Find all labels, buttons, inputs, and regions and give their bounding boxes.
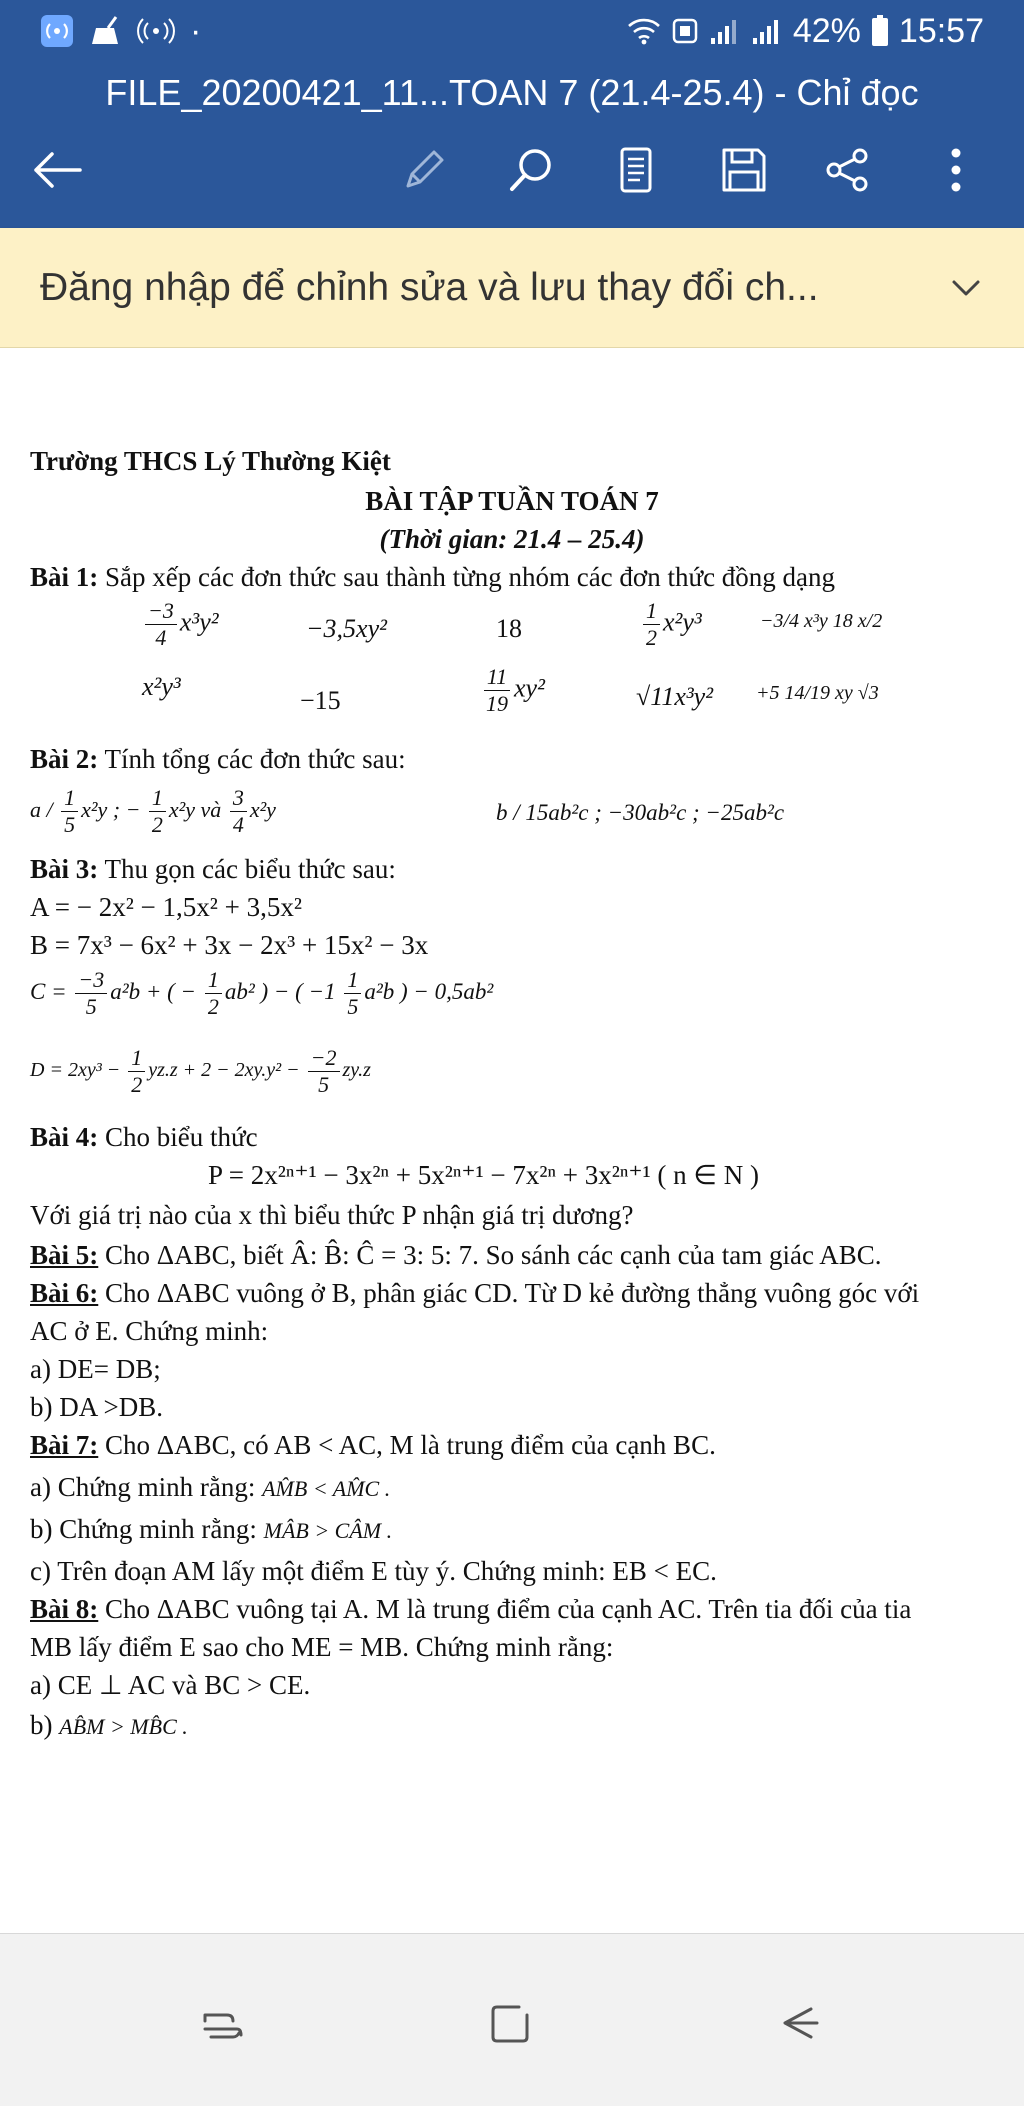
exercise-2-text: Tính tổng các đơn thức sau: — [104, 744, 406, 774]
monomial-1: $\frac{-3}{4}$ x³y² — [142, 600, 219, 649]
document-view-icon — [616, 145, 656, 195]
system-nav-bar — [0, 1933, 1024, 2106]
expression-a: A = − 2x² − 1,5x² + 3,5x² — [30, 892, 302, 922]
expression-b: B = 7x³ − 6x² + 3x − 2x³ + 15x² − 3x — [30, 930, 429, 960]
exercise-7-text: Cho ΔABC, có AB < AC, M là trung điểm của cạnh BC. — [105, 1430, 716, 1460]
exercise-3-text: Thu gọn các biểu thức sau: — [104, 854, 396, 884]
monomial-3: 18 — [496, 614, 522, 643]
document-page[interactable] — [0, 348, 1024, 1933]
banner-expand-button[interactable] — [944, 266, 988, 310]
worksheet-title: BÀI TẬP TUẦN TOÁN 7 — [365, 486, 659, 516]
exercise-1-text: Sắp xếp các đơn thức sau thành từng nhóm các đơn thức đồng dạng — [105, 562, 836, 592]
exercise-5 — [30, 1238, 882, 1272]
recent-apps-icon — [197, 1999, 247, 2049]
signal-icon-2 — [751, 16, 783, 46]
exercise-7-part-c: c) Trên đoạn AM lấy một điểm E tùy ý. Chứng minh: EB < EC. — [30, 1556, 717, 1586]
monomial-5: x²y³ — [142, 672, 181, 701]
monomial-6: −15 — [300, 686, 341, 715]
wireless-signal-icon — [136, 14, 176, 48]
battery-percent: 42% — [792, 11, 861, 50]
monomial-7: $\frac{11}{19}$ xy² — [480, 666, 545, 715]
monomial-2: −3,5xy² — [306, 614, 387, 643]
school-name: Trường THCS Lý Thường Kiệt — [30, 446, 391, 476]
cleaning-icon — [88, 14, 122, 48]
expression-d: D = 2xy³ − $\frac{1}{2}$ yz.z + 2 − 2xy.y² − $\frac{-2}{5}$ zy.z — [30, 1044, 371, 1097]
exercise-5-text: Cho ΔABC, biết Â: B̂: Ĉ = 3: 5: 7. So sánh các cạnh của tam giác ABC. — [105, 1240, 882, 1270]
exercise-2-heading — [30, 742, 406, 776]
exercise-6-text-cont: AC ở E. Chứng minh: — [30, 1316, 269, 1346]
hotspot-icon — [40, 14, 74, 48]
back-nav-button[interactable] — [758, 1984, 838, 2064]
exercise-3-heading — [30, 852, 396, 886]
wifi-icon — [627, 16, 661, 46]
exercise-2-part-a: a / $\frac{1}{5}$ x²y ; − $\frac{1}{2}$ x²y và $\frac{3}{4}$ x²y — [30, 785, 276, 838]
search-icon — [507, 145, 557, 195]
data-saver-icon — [671, 16, 699, 46]
battery-icon — [871, 15, 889, 47]
exercise-4-label: Bài 4: — [30, 1122, 99, 1152]
expression-c: C = $\frac{-3}{5}$ a²b + ( − $\frac{1}{2}$ ab² ) − ( −1 $\frac{1}{5}$ a²b ) − 0,5ab² — [30, 967, 494, 1020]
reading-view-button[interactable] — [598, 132, 674, 208]
back-button[interactable] — [20, 132, 96, 208]
exercise-8-text: Cho ΔABC vuông tại A. M là trung điểm của cạnh AC. Trên tia đối của tia — [105, 1594, 912, 1624]
exercise-2-label: Bài 2: — [30, 744, 99, 774]
pencil-icon — [400, 146, 448, 194]
more-options-button[interactable] — [918, 132, 994, 208]
banner-text: Đăng nhập để chỉnh sửa và lưu thay đổi ch... — [40, 266, 819, 309]
exercise-7-part-b: b) Chứng minh rằng: MÂB > CÂM . — [30, 1514, 393, 1544]
sign-in-banner[interactable] — [0, 228, 1024, 348]
exercise-7-label: Bài 7: — [30, 1430, 99, 1460]
exercise-6-text: Cho ΔABC vuông ở B, phân giác CD. Từ D kẻ đường thẳng vuông góc với — [105, 1278, 920, 1308]
save-button[interactable] — [706, 132, 782, 208]
document-title: FILE_20200421_11...TOAN 7 (21.4-25.4) - Chỉ đọc — [105, 72, 919, 113]
exercise-1-heading — [30, 560, 835, 594]
exercise-6-label: Bài 6: — [30, 1278, 99, 1308]
exercise-8 — [30, 1592, 911, 1626]
exercise-8-part-a: a) CE ⊥ AC và BC > CE. — [30, 1670, 311, 1700]
arrow-left-icon — [32, 150, 84, 190]
monomial-overlap-2: +5 14/19 xy √3 — [756, 682, 879, 704]
save-icon — [720, 146, 768, 194]
exercise-8-label: Bài 8: — [30, 1594, 99, 1624]
back-icon — [773, 1999, 823, 2049]
exercise-6 — [30, 1276, 919, 1310]
exercise-5-label: Bài 5: — [30, 1240, 99, 1270]
signal-icon-1 — [709, 16, 741, 46]
more-vertical-icon — [948, 145, 964, 195]
app-header — [0, 0, 1024, 228]
exercise-4-heading — [30, 1120, 258, 1154]
exercise-7-part-a: a) Chứng minh rằng: AM̂B < AM̂C . — [30, 1472, 391, 1502]
exercise-3-label: Bài 3: — [30, 854, 99, 884]
worksheet-time: (Thời gian: 21.4 – 25.4) — [379, 524, 645, 554]
monomial-4: $\frac{1}{2}$ x²y³ — [640, 600, 702, 649]
clock: 15:57 — [898, 11, 984, 50]
share-icon — [824, 146, 872, 194]
status-dot: · — [190, 11, 202, 50]
exercise-6-part-b: b) DA >DB. — [30, 1392, 163, 1422]
exercise-8-part-b: b) AB̂M > MB̂C . — [30, 1710, 188, 1740]
exercise-8-text-cont: MB lấy điểm E sao cho ME = MB. Chứng minh rằng: — [30, 1632, 614, 1662]
chevron-down-icon — [951, 278, 981, 298]
home-icon — [485, 1999, 535, 2049]
exercise-1-label: Bài 1: — [30, 562, 99, 592]
toolbar — [0, 132, 1024, 208]
monomial-overlap-1: −3/4 x³y 18 x/2 — [760, 610, 883, 632]
monomial-8: √11x³y² — [636, 682, 714, 711]
exercise-4-text: Cho biểu thức — [105, 1122, 258, 1152]
search-button[interactable] — [494, 132, 570, 208]
exercise-6-part-a: a) DE= DB; — [30, 1354, 161, 1384]
edit-button[interactable] — [386, 132, 462, 208]
expression-p: P = 2x²ⁿ⁺¹ − 3x²ⁿ + 5x²ⁿ⁺¹ − 7x²ⁿ + 3x²ⁿ⁺¹ ( n ∈ N ) — [208, 1160, 759, 1190]
share-button[interactable] — [810, 132, 886, 208]
recent-apps-button[interactable] — [182, 1984, 262, 2064]
exercise-7 — [30, 1428, 716, 1462]
exercise-4-question: Với giá trị nào của x thì biểu thức P nhận giá trị dương? — [30, 1200, 634, 1230]
home-button[interactable] — [470, 1984, 550, 2064]
status-bar — [0, 0, 1024, 62]
exercise-2-part-b: b / 15ab²c ; −30ab²c ; −25ab²c — [496, 800, 785, 825]
